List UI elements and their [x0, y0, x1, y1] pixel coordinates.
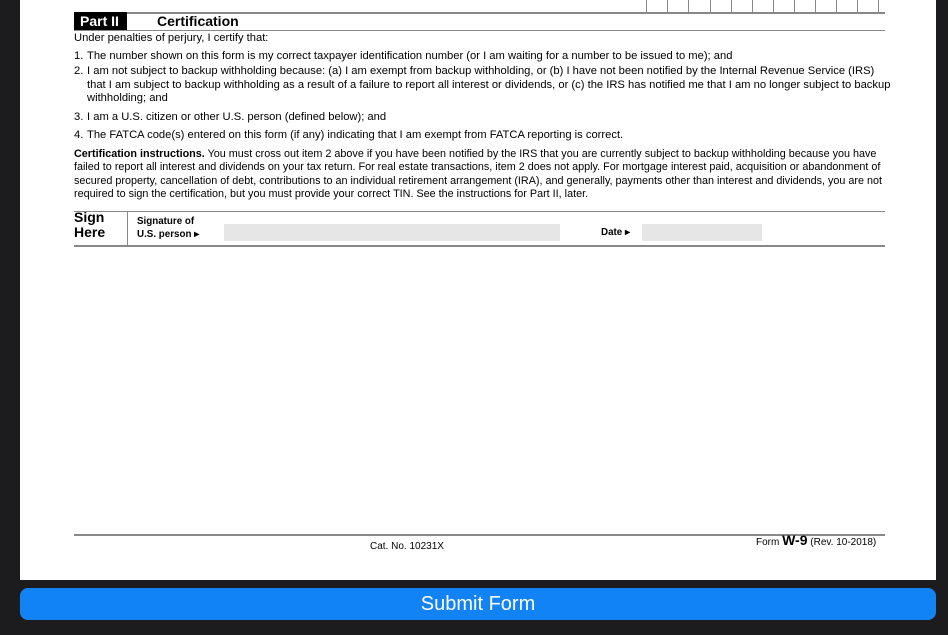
item-number: 4.: [74, 129, 84, 141]
part-bottom-rule: [74, 30, 885, 31]
certification-item-1: [74, 50, 894, 64]
signature-label-line: U.S. person ▸: [137, 229, 200, 240]
sign-here-line: Here: [74, 224, 106, 240]
item-text: The number shown on this form is my correct taxpayer identification number (or I am waiting for a number to be issued to me); and: [87, 50, 733, 62]
sign-bottom-rule: [74, 245, 885, 247]
sign-here-line: Sign: [74, 209, 105, 225]
instructions-text: You must cross out item 2 above if you have been notified by the IRS that you are currently subject to backup withholding because you have failed to report all interest and dividends on your tax return. For real estate transactions, item 2 does not apply. For mortgage interest paid, acquisition or abandonment of secured property, cancellation of debt, contributions to an individual retirement arrangement (IRA), and generally, payments other than interest and dividends, you are not required to sign the certification, but you must provide your correct TIN. See the instructions for Part II, later.: [74, 148, 883, 200]
date-label: Date ▸: [601, 227, 630, 238]
certification-instructions: [74, 148, 896, 201]
item-number: 3.: [74, 111, 84, 123]
w9-form-page: [20, 0, 936, 580]
item-number: 1.: [74, 50, 84, 62]
certification-item-3: [74, 111, 894, 125]
form-prefix: Form: [756, 537, 783, 548]
item-text: I am a U.S. citizen or other U.S. person (defined below); and: [87, 111, 387, 123]
signature-label: [137, 215, 199, 241]
part-label: Part II: [74, 12, 127, 30]
item-number: 2.: [74, 65, 84, 77]
sign-here-label: [74, 210, 105, 240]
perjury-intro: Under penalties of perjury, I certify that:: [74, 32, 269, 44]
item-text: I am not subject to backup withholding because: (a) I am exempt from backup withholding, or (b) I have not been notified by the Internal Revenue Service (IRS) that I am subject to backup withholding as a result of a failure to report all interest or dividends, or (c) the IRS has notified me that I am no longer subject to backup withholding; and: [87, 65, 891, 104]
sign-divider: [127, 212, 128, 246]
part-title: Certification: [157, 13, 239, 29]
certification-item-2: [74, 65, 894, 106]
form-identifier: [756, 532, 876, 548]
instructions-heading: Certification instructions.: [74, 148, 205, 160]
sign-top-rule: [74, 211, 885, 212]
item-text: The FATCA code(s) entered on this form (if any) indicating that I am exempt from FATCA reporting is correct.: [87, 129, 624, 141]
certification-item-4: [74, 129, 894, 143]
submit-form-button[interactable]: Submit Form: [20, 588, 936, 620]
form-revision: (Rev. 10-2018): [807, 537, 877, 548]
date-input[interactable]: [642, 224, 762, 241]
catalog-number: Cat. No. 10231X: [370, 541, 444, 552]
signature-input[interactable]: [224, 224, 560, 241]
signature-label-line: Signature of: [137, 216, 195, 227]
form-name: W-9: [782, 532, 808, 548]
